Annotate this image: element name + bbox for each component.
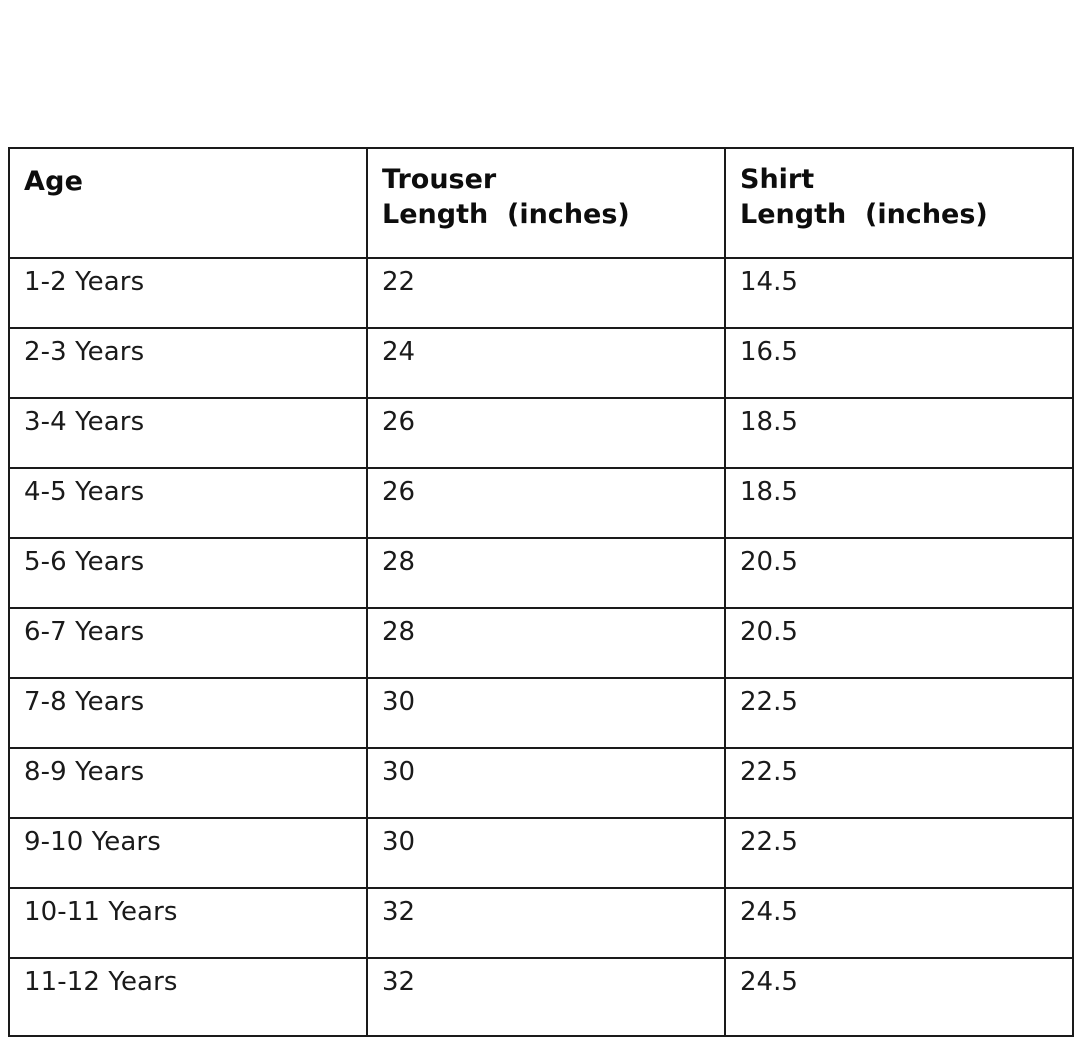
table-row [9,398,1073,468]
cell-trouser-length: 32 [367,958,725,1036]
table-row [9,748,1073,818]
column-header-age [9,148,367,258]
cell-trouser-length: 22 [367,258,725,328]
column-header-shirt-length [725,148,1073,258]
cell-age: 3-4 Years [9,398,367,468]
cell-age: 9-10 Years [9,818,367,888]
column-header-shirt-line-1: Shirt [740,164,815,195]
column-header-trouser-line-2: Length (inches) [382,198,630,230]
header-row [9,148,1073,258]
cell-age: 4-5 Years [9,468,367,538]
cell-trouser-length: 30 [367,818,725,888]
size-chart-container [8,147,1072,1037]
cell-age: 8-9 Years [9,748,367,818]
cell-trouser-length: 26 [367,468,725,538]
cell-shirt-length: 20.5 [725,538,1073,608]
cell-age: 5-6 Years [9,538,367,608]
column-header-shirt-line-2: Length (inches) [740,198,988,230]
table-row [9,608,1073,678]
cell-trouser-length: 26 [367,398,725,468]
column-header-age-line-1: Age [24,166,84,197]
cell-shirt-length: 24.5 [725,958,1073,1036]
cell-age: 1-2 Years [9,258,367,328]
cell-shirt-length: 16.5 [725,328,1073,398]
table-row [9,958,1073,1036]
column-header-trouser-line-1: Trouser [382,164,497,195]
cell-trouser-length: 28 [367,608,725,678]
table-row [9,678,1073,748]
table-row [9,538,1073,608]
cell-shirt-length: 24.5 [725,888,1073,958]
cell-shirt-length: 20.5 [725,608,1073,678]
table-row [9,258,1073,328]
cell-trouser-length: 24 [367,328,725,398]
table-row [9,888,1073,958]
cell-shirt-length: 22.5 [725,678,1073,748]
table-header [9,148,1073,258]
cell-trouser-length: 30 [367,748,725,818]
cell-shirt-length: 22.5 [725,818,1073,888]
cell-age: 11-12 Years [9,958,367,1036]
cell-shirt-length: 18.5 [725,468,1073,538]
cell-trouser-length: 30 [367,678,725,748]
table-row [9,468,1073,538]
cell-trouser-length: 28 [367,538,725,608]
table-row [9,328,1073,398]
table-row [9,818,1073,888]
column-header-trouser-length [367,148,725,258]
cell-age: 7-8 Years [9,678,367,748]
cell-trouser-length: 32 [367,888,725,958]
cell-age: 10-11 Years [9,888,367,958]
cell-age: 2-3 Years [9,328,367,398]
size-chart-table [8,147,1074,1037]
cell-shirt-length: 14.5 [725,258,1073,328]
cell-shirt-length: 18.5 [725,398,1073,468]
table-body [9,258,1073,1036]
cell-age: 6-7 Years [9,608,367,678]
cell-shirt-length: 22.5 [725,748,1073,818]
